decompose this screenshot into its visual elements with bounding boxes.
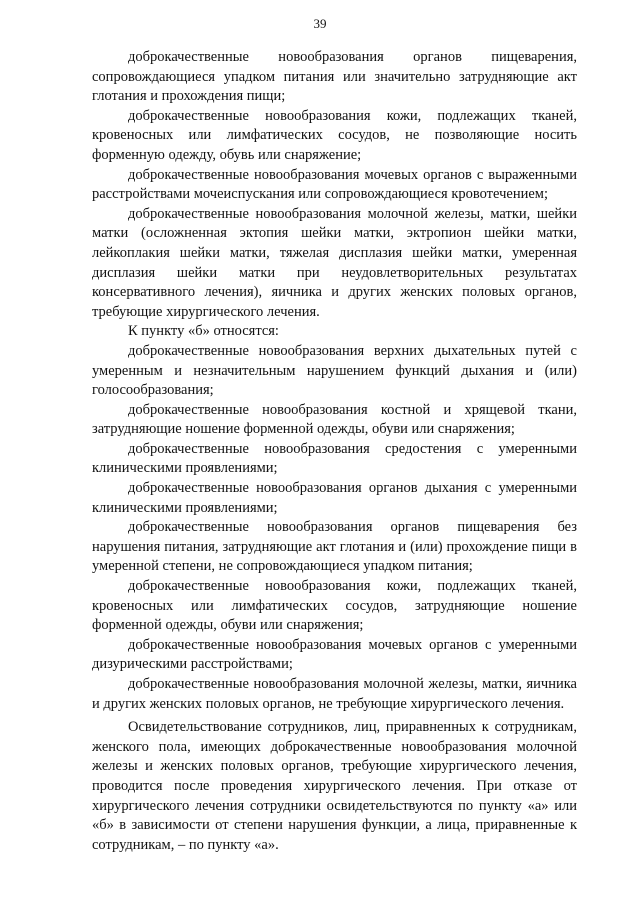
paragraph-bone-cartilage: доброкачественные новообразования костной и хрящевой ткани, затрудняющие ношение форменной одежды, обуви или снаряжения; — [92, 401, 577, 438]
paragraph-skin-moderate: доброкачественные новообразования кожи, подлежащих тканей, кровеносных или лимфатических сосудов, затрудняющие ношение форменной одежды, обуви или снаряжения; — [92, 578, 577, 634]
paragraph-point-b-heading: К пункту «б» относятся: — [128, 323, 279, 340]
paragraph-examination-note: Освидетельствование сотрудников, лиц, приравненных к сотрудникам, женского пола, имеющих доброкачественные новообразования молочной железы и женских половых органов, требующие хирургического лечения, проводится после проведения хирургического лечения. При отказе от хирургического лечения сотрудники освидетельствуются по пункту «а» или «б» в зависимости от степени нарушения функции, а лица, приравненные к сотрудникам, – по пункту «а». — [92, 719, 577, 853]
paragraph-urinary-severe: доброкачественные новообразования мочевых органов с выраженными расстройствами мочеиспускания или сопровождающиеся кровотечением; — [92, 166, 577, 203]
paragraph-mediastinum: доброкачественные новообразования средостения с умеренными клиническими проявлениями; — [92, 440, 577, 477]
paragraph-breast-uterus-moderate: доброкачественные новообразования молочной железы, матки, яичника и других женских половых органов, не требующие хирургического лечения. — [92, 676, 577, 712]
paragraph-breast-uterus-severe: доброкачественные новообразования молочной железы, матки, шейки матки (осложненная эктопия шейки матки, эктропион шейки матки, лейкоплакия шейки матки, тяжелая дисплазия шейки матки, умеренная дисплазия шейки матки при неудовлетворительных результатах консервативного лечения), яичника и других женских половых органов, требующие хирургического лечения. — [92, 205, 577, 320]
paragraph-digestive-moderate: доброкачественные новообразования органов пищеварения без нарушения питания, затрудняющие акт глотания и (или) прохождение пищи в умеренной степени, не сопровождающиеся упадком питания; — [92, 519, 577, 575]
paragraph-respiratory: доброкачественные новообразования органов дыхания с умеренными клиническими проявлениями; — [92, 480, 577, 516]
paragraph-skin-severe: доброкачественные новообразования кожи, подлежащих тканей, кровеносных или лимфатических сосудов, не позволяющие носить форменную одежду, обувь или снаряжение; — [92, 107, 577, 163]
body-text — [92, 48, 577, 855]
page-number: 39 — [313, 16, 327, 31]
paragraph-upper-airways: доброкачественные новообразования верхних дыхательных путей с умеренным и незначительным нарушением функций дыхания и (или) голосообразования; — [92, 342, 577, 399]
paragraph-urinary-moderate: доброкачественные новообразования мочевых органов с умеренными дизурическими расстройствами; — [92, 636, 577, 673]
paragraph-digestive-severe: доброкачественные новообразования органов пищеварения, сопровождающиеся упадком питания или значительно затрудняющие акт глотания и прохождения пищи; — [92, 49, 577, 105]
